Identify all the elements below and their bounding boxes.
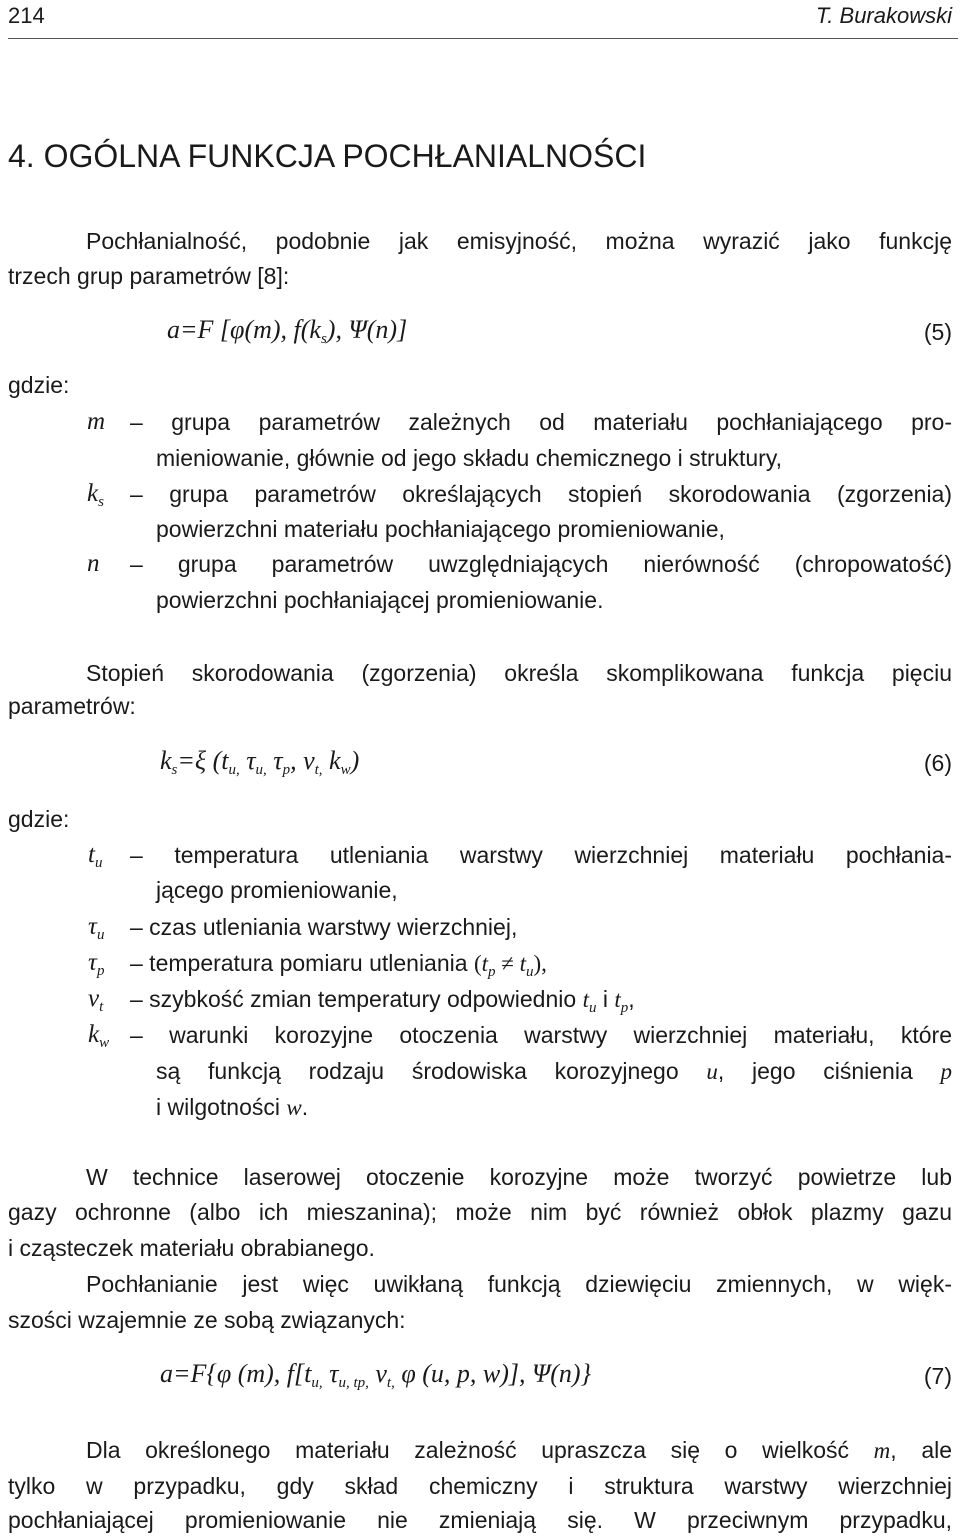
paragraph-2-line-2: parametrów: [8, 693, 136, 719]
equation-7: a=F{φ (m), $f[t_{u,}$ $\tau_{u, tp,}$ $v_{t,}$ φ (u, p, w)], Ψ(n)} [160, 1359, 591, 1391]
equation-6-number: (6) [923, 750, 952, 776]
symbol-ks: $k_s$ [87, 480, 104, 510]
where-label-1: gdzie: [8, 372, 70, 398]
where-label-2: gdzie: [8, 806, 70, 832]
def-kw-line-3: i wilgotności w. [156, 1094, 309, 1120]
equation-7-number: (7) [923, 1363, 952, 1389]
page-number: 214 [8, 3, 45, 28]
paragraph-2-line-1: Stopień skorodowania (zgorzenia) określa skomplikowana funkcja pięciu [86, 660, 952, 686]
symbol-kw: $k_w$ [88, 1021, 110, 1051]
paragraph-4-line-1: Pochłanianie jest więc uwikłaną funkcją dziewięciu zmiennych, w więk- [86, 1271, 952, 1297]
paragraph-5-line-3: pochłaniającej promieniowanie nie zmieniają się. W przeciwnym przypadku, [8, 1507, 952, 1533]
paragraph-3-line-1: W technice laserowej otoczenie korozyjne może tworzyć powietrze lub [86, 1164, 952, 1190]
section-title: 4. OGÓLNA FUNKCJA POCHŁANIALNOŚCI [8, 138, 647, 174]
paragraph-4-line-2: szości wzajemnie ze sobą związanych: [8, 1307, 406, 1333]
header-rule [8, 38, 958, 39]
def-ks-line-1: – grupa parametrów określających stopień skorodowania (zgorzenia) [130, 481, 952, 507]
symbol-vt: $v_t$ [88, 985, 104, 1015]
symbol-m: m [87, 408, 106, 435]
def-tau-p: – temperatura pomiaru utleniania $(t_p \ne t_u)$, [130, 950, 547, 980]
symbol-tau-u: $\tau_u$ [88, 913, 105, 943]
paragraph-5-line-2: tylko w przypadku, gdy skład chemiczny i struktura warstwy wierzchniej [8, 1473, 952, 1499]
paragraph-1-line-1: Pochłanialność, podobnie jak emisyjność, można wyrazić jako funkcję [86, 228, 952, 254]
paragraph-3-line-2: gazy ochronne (albo ich mieszanina); może nim być również obłok plazmy gazu [8, 1199, 952, 1225]
def-tau-u: – czas utleniania warstwy wierzchniej, [130, 914, 518, 940]
equation-5: a=F [φ(m), $f(k_s)$, Ψ(n)] [167, 315, 408, 347]
paragraph-3-line-3: i cząsteczek materiału obrabianego. [8, 1235, 375, 1261]
symbol-tu: $t_u$ [88, 841, 103, 871]
def-vt: – szybkość zmian temperatury odpowiednio $t_u$ i $t_p$, [130, 986, 635, 1016]
equation-6: $k_s=\xi$ ($t_{u,}$ $\tau_{u,}$ $\tau_p$, $v_{t,}$ $k_w$) [160, 746, 360, 778]
def-m-line-1: – grupa parametrów zależnych od materiału pochłaniającego pro- [130, 409, 952, 435]
def-kw-line-1: – warunki korozyjne otoczenia warstwy wierzchniej materiału, które [130, 1022, 952, 1048]
def-tu-line-2: jącego promieniowanie, [156, 877, 398, 903]
def-n-line-2: powierzchni pochłaniającej promieniowanie. [156, 587, 604, 613]
symbol-tau-p: $\tau_p$ [88, 949, 105, 979]
paragraph-1-line-2: trzech grup parametrów [8]: [8, 263, 290, 289]
running-author: T. Burakowski [815, 3, 952, 28]
equation-5-number: (5) [923, 319, 952, 345]
symbol-n: n [87, 550, 100, 577]
def-kw-line-2: są funkcją rodzaju środowiska korozyjnego u, jego ciśnienia p [156, 1058, 952, 1084]
def-tu-line-1: – temperatura utleniania warstwy wierzchniej materiału pochłania- [130, 842, 952, 868]
def-m-line-2: mieniowanie, głównie od jego składu chemicznego i struktury, [156, 445, 783, 471]
def-ks-line-2: powierzchni materiału pochłaniającego promieniowanie, [156, 516, 725, 542]
def-n-line-1: – grupa parametrów uwzględniających nierówność (chropowatość) [130, 551, 952, 577]
paragraph-5-line-1: Dla określonego materiału zależność upraszcza się o wielkość m, ale [86, 1437, 953, 1463]
